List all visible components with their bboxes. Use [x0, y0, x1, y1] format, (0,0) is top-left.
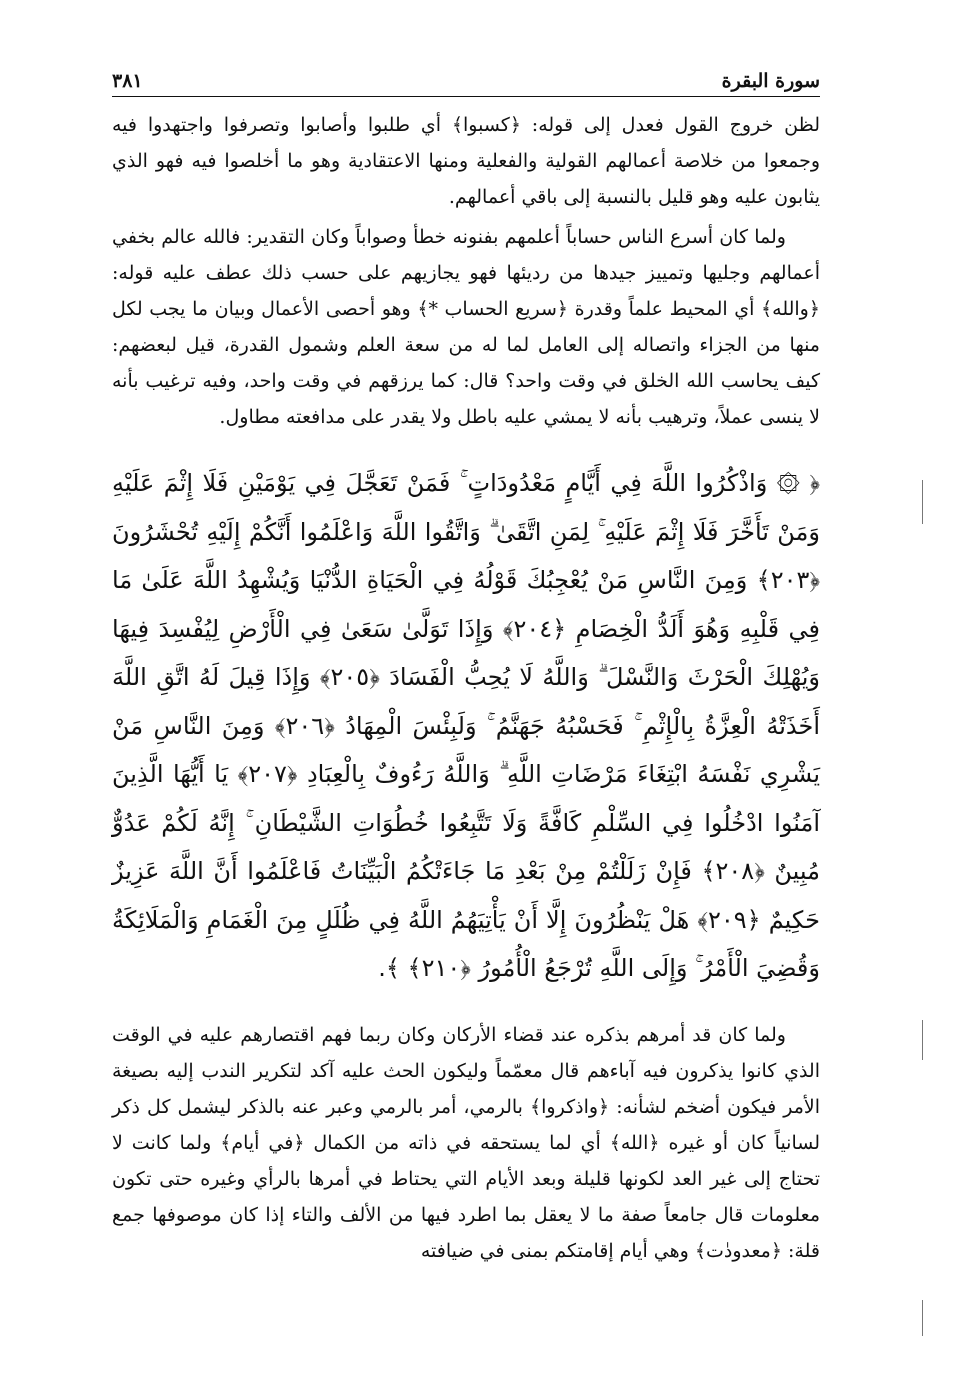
book-page [112, 58, 820, 1358]
margin-mark [922, 1300, 923, 1336]
page-number: ٣٨١ [112, 70, 143, 92]
page-header [112, 58, 820, 97]
commentary-paragraph-2: ولما كان أسرع الناس حساباً أعلمهم بفنونه خطأ وصواباً وكان التقدير: فالله عالم بخفي أعمالهم وجليها وتمييز جيدها من رديئها فهو يجازيهم على حسب ذلك عطف عليه قوله: ﴿والله﴾ أي المحيط علماً وقدرة ﴿سريع الحساب *﴾ وهو أحصى الأعمال وبيان ما يجب لكل منها من الجزاء واتصاله إلى العامل لما له من سعة العلم وشمول القدرة، قيل لبعضهم: كيف يحاسب الله الخلق في وقت واحد؟ قال: كما يرزقهم في وقت واحد، وفيه ترغيب بأنه لا ينسى عملاً، وترهيب بأنه لا يمشي عليه باطل ولا يقدر على مدافعته مطاول. [112, 226, 820, 428]
quran-verses-block: ﴿ ۞ وَاذْكُرُوا اللَّهَ فِي أَيَّامٍ مَعْدُودَاتٍ ۚ فَمَنْ تَعَجَّلَ فِي يَوْمَيْنِ فَلَا إِثْمَ عَلَيْهِ وَمَنْ تَأَخَّرَ فَلَا إِثْمَ عَلَيْهِ ۚ لِمَنِ اتَّقَىٰ ۗ وَاتَّقُوا اللَّهَ وَاعْلَمُوا أَنَّكُمْ إِلَيْهِ تُحْشَرُونَ ﴿٢٠٣﴾ وَمِنَ النَّاسِ مَنْ يُعْجِبُكَ قَوْلُهُ فِي الْحَيَاةِ الدُّنْيَا وَيُشْهِدُ اللَّهَ عَلَىٰ مَا فِي قَلْبِهِ وَهُوَ أَلَدُّ الْخِصَامِ ﴿٢٠٤﴾ وَإِذَا تَوَلَّىٰ سَعَىٰ فِي الْأَرْضِ لِيُفْسِدَ فِيهَا وَيُهْلِكَ الْحَرْثَ وَالنَّسْلَ ۗ وَاللَّهُ لَا يُحِبُّ الْفَسَادَ ﴿٢٠٥﴾ وَإِذَا قِيلَ لَهُ اتَّقِ اللَّهَ أَخَذَتْهُ الْعِزَّةُ بِالْإِثْمِ ۚ فَحَسْبُهُ جَهَنَّمُ ۚ وَلَبِئْسَ الْمِهَادُ ﴿٢٠٦﴾ وَمِنَ النَّاسِ مَنْ يَشْرِي نَفْسَهُ ابْتِغَاءَ مَرْضَاتِ اللَّهِ ۗ وَاللَّهُ رَءُوفٌ بِالْعِبَادِ ﴿٢٠٧﴾ يَا أَيُّهَا الَّذِينَ آمَنُوا ادْخُلُوا فِي السِّلْمِ كَافَّةً وَلَا تَتَّبِعُوا خُطُوَاتِ الشَّيْطَانِ ۚ إِنَّهُ لَكُمْ عَدُوٌّ مُبِينٌ ﴿٢٠٨﴾ فَإِنْ زَلَلْتُمْ مِنْ بَعْدِ مَا جَاءَتْكُمُ الْبَيِّنَاتُ فَاعْلَمُوا أَنَّ اللَّهَ عَزِيزٌ حَكِيمٌ ﴿٢٠٩﴾ هَلْ يَنْظُرُونَ إِلَّا أَنْ يَأْتِيَهُمُ اللَّهُ فِي ظُلَلٍ مِنَ الْغَمَامِ وَالْمَلَائِكَةُ وَقُضِيَ الْأَمْرُ ۚ وَإِلَى اللَّهِ تُرْجَعُ الْأُمُورُ ﴿٢١٠﴾ ﴾. [112, 469, 821, 982]
margin-mark [922, 480, 923, 524]
margin-mark [922, 1020, 923, 1060]
commentary-paragraph-1: لظن خروج القول فعدل إلى قوله: ﴿كسبوا﴾ أي طلبوا وأصابوا وتصرفوا واجتهدوا فيه وجمعوا من خلاصة أعمالهم القولية والفعلية ومنها الاعتقادية وهو ما أخلصوا فيه فهو الذي يثابون عليه وهو قليل بالنسبة إلى باقي أعمالهم. [112, 114, 820, 208]
surah-title: سورة البقرة [721, 70, 820, 92]
commentary-paragraph-3: ولما كان قد أمرهم بذكره عند قضاء الأركان وكان ربما فهم اقتصارهم عليه في الوقت الذي كانوا يذكرون فيه آباءهم قال معمّماً وليكون الحث عليه آكد لتكرير الندب إليه بصيغة الأمر فيكون أضخم لشأنه: ﴿واذكروا﴾ بالرمي، أمر بالرمي وعبر عنه بالذكر ليشمل كل ذكر لسانياً كان أو غيره ﴿الله﴾ أي لما يستحقه في ذاته من الكمال ﴿في أيام﴾ ولما كانت لا تحتاج إلى غير العد لكونها قليلة وبعد الأيام التي يحتاط في أمرها بالرأي وغيره حتى تكون معلومات قال جامعاً صفة ما لا يعقل بما اطرد فيها من الألف والتاء إذا كان موصوفها جمع قلة: ﴿معدودٰت﴾ وهي أيام إقامتكم بمنى في ضيافته [112, 1023, 820, 1262]
